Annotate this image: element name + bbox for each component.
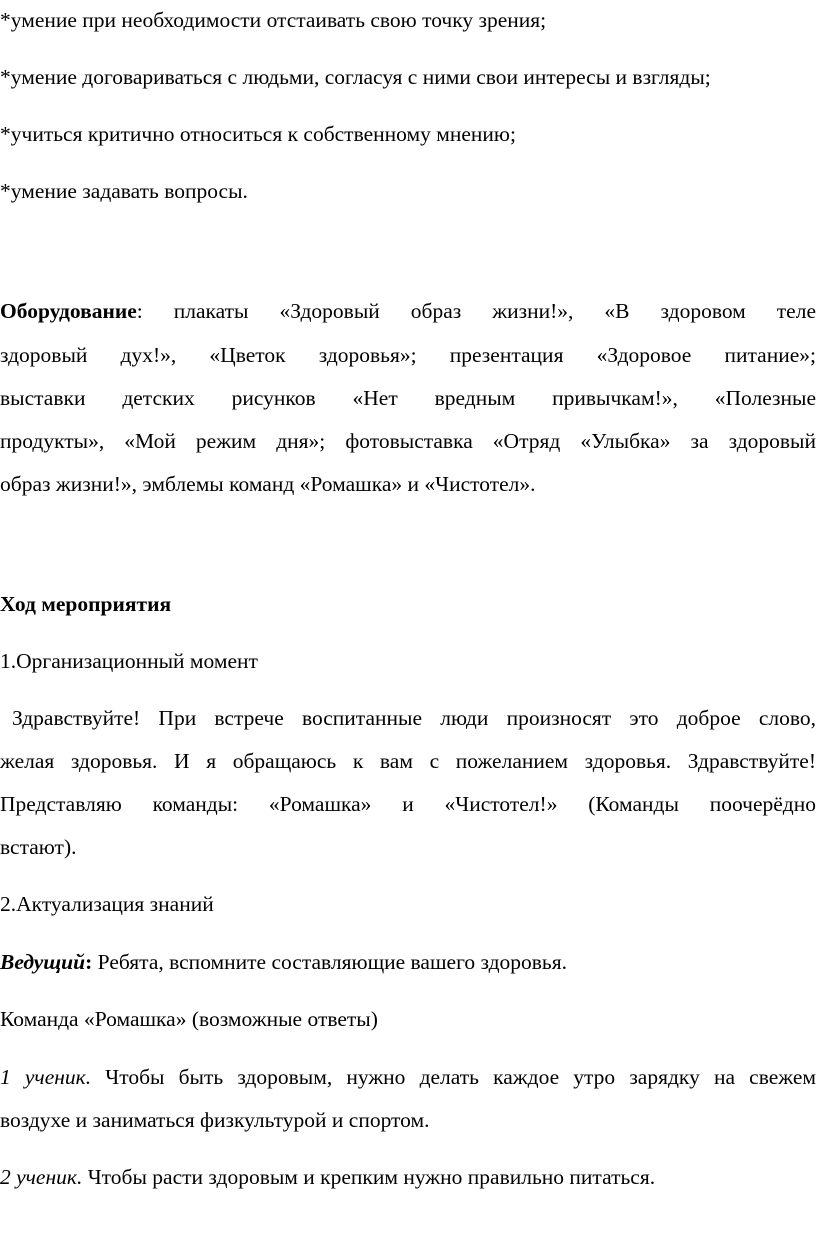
student-1-line-2: воздухе и заниматься физкультурой и спортом.: [0, 1108, 430, 1132]
host-text: Ребята, вспомните составляющие вашего здоровья.: [92, 950, 567, 974]
student-1-text-1: Чтобы быть здоровым, нужно делать каждое утро зарядку на свежем: [91, 1065, 816, 1089]
student-2-line: [0, 1162, 816, 1192]
section-2-title: 2.Актуализация знаний: [0, 892, 214, 916]
skill-line-2: *умение договариваться с людьми, согласуя с ними свои интересы и взгляды;: [0, 65, 711, 89]
student-2-text: Чтобы расти здоровым и крепким нужно правильно питаться.: [82, 1165, 656, 1189]
greeting-line-2: желая здоровья. И я обращаюсь к вам с пожеланием здоровья. Здравствуйте!: [0, 749, 816, 773]
event-heading: Ход мероприятия: [0, 592, 172, 616]
section-1-title: 1.Организационный момент: [0, 649, 258, 673]
host-line: [0, 947, 816, 977]
equipment-line-4: продукты», «Мой режим дня»; фотовыставка «Отряд «Улыбка» за здоровый: [0, 429, 816, 453]
equipment-line-5: образ жизни!», эмблемы команд «Ромашка» и «Чистотел».: [0, 472, 536, 496]
student-1-label: 1 ученик.: [0, 1065, 92, 1089]
greeting-line-3: Представляю команды: «Ромашка» и «Чистотел!» (Команды поочерёдно: [0, 792, 816, 816]
host-label: Ведущий: [0, 950, 86, 974]
equipment-label: Оборудование: [0, 299, 137, 323]
greeting-line-1: Здравствуйте! При встрече воспитанные люди произносят это доброе слово,: [12, 706, 816, 730]
equipment-line-3: выставки детских рисунков «Нет вредным привычкам!», «Полезные: [0, 386, 816, 410]
equipment-text-1: : плакаты «Здоровый образ жизни!», «В здоровом теле: [136, 299, 816, 323]
host-colon: :: [85, 950, 93, 974]
student-2-label: 2 ученик.: [0, 1165, 83, 1189]
student-1-line-1: [0, 1062, 816, 1092]
skill-line-1: *умение при необходимости отстаивать свою точку зрения;: [0, 8, 547, 32]
equipment-line-1: [0, 296, 816, 326]
greeting-line-4: встают).: [0, 835, 77, 859]
skill-line-3: *учиться критично относиться к собственному мнению;: [0, 122, 516, 146]
team-line: Команда «Ромашка» (возможные ответы): [0, 1007, 378, 1031]
equipment-line-2: здоровый дух!», «Цветок здоровья»; презентация «Здоровое питание»;: [0, 343, 816, 367]
skill-line-4: *умение задавать вопросы.: [0, 179, 248, 203]
